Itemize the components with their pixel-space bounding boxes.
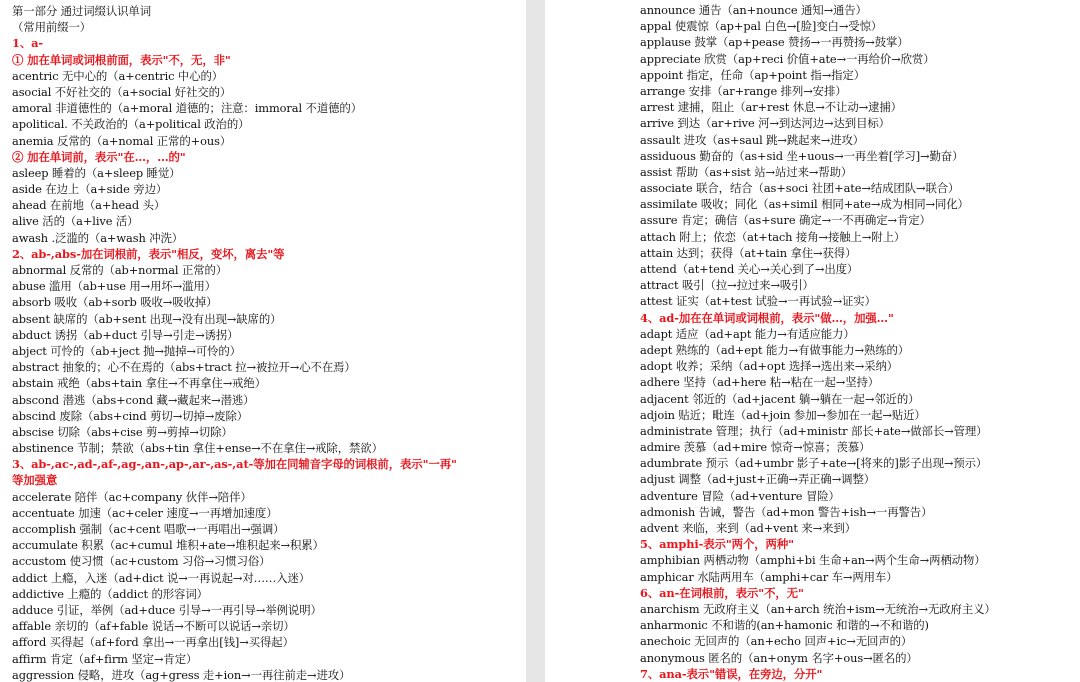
vocab-entry: amphicar 水陆两用车（amphi+car 车→两用车） xyxy=(640,569,898,584)
vocab-entry: associate 联合，结合（as+soci 社团+ate→结成团队→联合） xyxy=(640,181,960,196)
vocab-entry: adhere 坚持（ad+here 粘→粘在一起→坚持） xyxy=(640,375,880,390)
vocab-entry: adjacent 邻近的（ad+jacent 躺→躺在一起→邻近的） xyxy=(640,391,920,406)
section-heading: 3、ab-,ac-,ad-,af-,ag-,an-,ap-,ar-,as-,at-等加在同辅音字母的词根前，表示"一再" xyxy=(12,457,457,472)
section-heading: 4、ad-加在在单词或词根前，表示"做…，加强…" xyxy=(640,310,894,325)
vocab-entry: abstract 抽象的；心不在焉的（abs+tract 拉→被拉开→心不在焉） xyxy=(12,360,356,375)
vocab-entry: assure 肯定；确信（as+sure 确定→一不再确定→肯定） xyxy=(640,213,931,228)
vocab-entry: （常用前缀一） xyxy=(12,20,92,35)
vocab-entry: amoral 非道德性的（a+moral 道德的；注意：immoral 不道德的） xyxy=(12,101,362,116)
vocab-entry: adjoin 贴近；毗连（ad+join 参加→参加在一起→贴近） xyxy=(640,407,926,422)
vocab-entry: anarchism 无政府主义（an+arch 统治+ism→无统治→无政府主义） xyxy=(640,601,996,616)
vocab-entry: affirm 肯定（af+firm 坚定→肯定） xyxy=(12,651,198,666)
vocab-entry: abject 可怜的（ab+ject 抛→抛掉→可怜的） xyxy=(12,343,241,358)
vocab-entry: apolitical. 不关政治的（a+political 政治的） xyxy=(12,117,250,132)
vocab-entry: afford 买得起（af+ford 拿出→一再拿出[钱]→买得起） xyxy=(12,635,294,650)
vocab-entry: adjust 调整（ad+just+正确→弄正确→调整） xyxy=(640,472,876,487)
vocab-entry: appreciate 欣赏（ap+reci 价值+ate→一再给价→欣赏） xyxy=(640,51,935,66)
vocab-entry: adduce 引证，举例（ad+duce 引导→一再引导→举例说明） xyxy=(12,602,322,617)
vocab-entry: abuse 滥用（ab+use 用→用坏→滥用） xyxy=(12,279,217,294)
vocab-entry: anemia 反常的（a+nomal 正常的+ous） xyxy=(12,133,232,148)
vocab-entry: anonymous 匿名的（an+onym 名字+ous→匿名的） xyxy=(640,650,918,665)
vocab-entry: acentric 无中心的（a+centric 中心的） xyxy=(12,68,224,83)
vocab-entry: accomplish 强制（ac+cent 唱歌→一再唱出→强调） xyxy=(12,522,285,536)
vocab-entry: aggression 侵略，进攻（ag+gress 走+ion→一再往前走→进攻） xyxy=(12,667,351,682)
vocab-entry: accustom 使习惯（ac+custom 习俗→习惯习俗） xyxy=(12,554,271,569)
vocab-entry: absorb 吸收（ab+sorb 吸收→吸收掉） xyxy=(12,295,218,310)
vocab-entry: advent 来临，来到（ad+vent 来→来到） xyxy=(640,521,856,535)
vocab-entry: attach 附上；依恋（at+tach 接角→接触上→附上） xyxy=(640,229,906,244)
section-heading: 等加强意 xyxy=(12,473,58,488)
vocab-entry: announce 通告（an+nounce 通知→通告） xyxy=(640,3,867,17)
vocab-entry: abstinence 节制；禁欲（abs+tin 拿住+ense→不在拿住→戒除，禁欲） xyxy=(12,441,383,456)
vocab-entry: arrest 逮捕，阻止（ar+rest 休息→不让动→逮捕） xyxy=(640,100,902,115)
section-heading: 5、amphi-表示"两个，两种" xyxy=(640,537,794,552)
vocab-entry: aside 在边上（a+side 旁边） xyxy=(12,182,168,197)
vocab-entry: asocial 不好社交的（a+social 好社交的） xyxy=(12,84,232,99)
vocab-entry: abscind 废除（abs+cind 剪切→切掉→废除） xyxy=(12,408,249,423)
vocab-entry: accentuate 加速（ac+celer 速度→一再增加速度） xyxy=(12,505,278,520)
vocab-entry: abstain 戒绝（abs+tain 拿住→不再拿住→戒绝） xyxy=(12,376,267,391)
vocab-entry: adapt 适应（ad+apt 能力→有适应能力） xyxy=(640,326,855,341)
right-page xyxy=(545,0,1080,682)
section-heading: ① 加在单词或词根前面，表示"不，无，非" xyxy=(12,52,231,67)
vocab-entry: administrate 管理；执行（ad+ministr 部长+ate→做部长→管理） xyxy=(640,423,988,438)
vocab-entry: applause 鼓掌（ap+pease 赞扬→一再赞扬→鼓掌） xyxy=(640,35,909,50)
vocab-entry: addict 上瘾，入迷（ad+dict 说→一再说起→对……入迷） xyxy=(12,570,311,585)
section-heading: 7、ana-表示"错误，在旁边，分开" xyxy=(640,666,823,681)
vocab-entry: attest 证实（at+test 试验→一再试验→证实） xyxy=(640,294,876,309)
vocab-entry: alive 活的（a+live 活） xyxy=(12,214,139,229)
vocab-entry: assimilate 吸收；同化（as+simil 相同+ate→成为相同→同化） xyxy=(640,197,969,212)
vocab-entry: amphibian 两栖动物（amphi+bi 生命+an→两个生命→两栖动物） xyxy=(640,553,986,568)
vocab-entry: admonish 告诫，警告（ad+mon 警告+ish→一再警告） xyxy=(640,504,933,519)
vocab-entry: attend（at+tend 关心→关心到了→出度） xyxy=(640,262,859,276)
vocab-entry: adumbrate 预示（ad+umbr 影子+ate→[将来的]影子出现→预示） xyxy=(640,456,988,471)
vocab-entry: appal 使震惊（ap+pal 白色→[脸]变白→受惊） xyxy=(640,19,883,34)
vocab-entry: anechoic 无回声的（an+echo 回声+ic→无回声的） xyxy=(640,634,913,649)
section-heading: ② 加在单词前，表示"在…，…的" xyxy=(12,149,186,164)
vocab-entry: arrive 到达（ar+rive 河→到达河边→达到目标） xyxy=(640,116,890,131)
vocab-entry: admire 羡慕（ad+mire 惊奇→惊喜；羡慕） xyxy=(640,440,871,455)
vocab-entry: adventure 冒险（ad+venture 冒险） xyxy=(640,488,840,503)
vocab-entry: arrange 安排（ar+range 排列→安排） xyxy=(640,83,847,98)
vocab-entry: abduct 诱拐（ab+duct 引导→引走→诱拐） xyxy=(12,327,239,342)
vocab-entry: awash .泛滥的（a+wash 冲洗） xyxy=(12,230,184,245)
section-heading: 1、a- xyxy=(12,36,44,51)
vocab-entry: appoint 指定，任命（ap+point 指→指定） xyxy=(640,67,866,82)
left-page xyxy=(0,0,526,682)
vocab-entry: abnormal 反常的（ab+normal 正常的） xyxy=(12,263,228,277)
vocab-entry: abscond 潜逃（abs+cond 藏→藏起来→潜逃） xyxy=(12,392,255,407)
vocab-entry: abscise 切除（abs+cise 剪→剪掉→切除） xyxy=(12,424,233,439)
vocab-entry: assist 帮助（as+sist 站→站过来→帮助） xyxy=(640,164,853,179)
vocab-entry: asleep 睡着的（a+sleep 睡觉） xyxy=(12,165,181,180)
vocab-entry: assiduous 勤奋的（as+sid 坐+uous→一再坐着[学习]→勤奋） xyxy=(640,148,964,163)
vocab-entry: attract 吸引（拉→拉过来→吸引） xyxy=(640,278,814,293)
vocab-entry: assault 进攻（as+saul 跳→跳起来→进攻） xyxy=(640,132,865,147)
section-heading: 2、ab-,abs-加在词根前，表示"相反，变坏，离去"等 xyxy=(12,246,285,261)
vocab-entry: adept 熟练的（ad+ept 能力→有做事能力→熟练的） xyxy=(640,342,910,357)
vocab-entry: accumulate 积累（ac+cumul 堆积+ate→堆积起来→积累） xyxy=(12,538,324,553)
vocab-entry: absent 缺席的（ab+sent 出现→没有出现→缺席的） xyxy=(12,311,282,326)
vocab-entry: accelerate 陪伴（ac+company 伙伴→陪伴） xyxy=(12,489,252,504)
vocab-entry: anharmonic 不和谐的(an+hamonic 和谐的→不和谐的) xyxy=(640,618,929,633)
vocab-entry: affable 亲切的（af+fable 说话→不断可以说话→亲切） xyxy=(12,619,295,634)
section-heading: 6、an-在词根前，表示"不，无" xyxy=(640,585,804,600)
vocab-entry: adopt 收养；采纳（ad+opt 选择→选出来→采纳） xyxy=(640,359,899,374)
vocab-entry: addictive 上瘾的（addict 的形容词） xyxy=(12,586,208,601)
vocab-entry: 第一部分 通过词缀认识单词 xyxy=(12,4,152,18)
vocab-entry: ahead 在前地（a+head 头） xyxy=(12,198,166,213)
vocab-entry: attain 达到；获得（at+tain 拿住→获得） xyxy=(640,245,857,260)
